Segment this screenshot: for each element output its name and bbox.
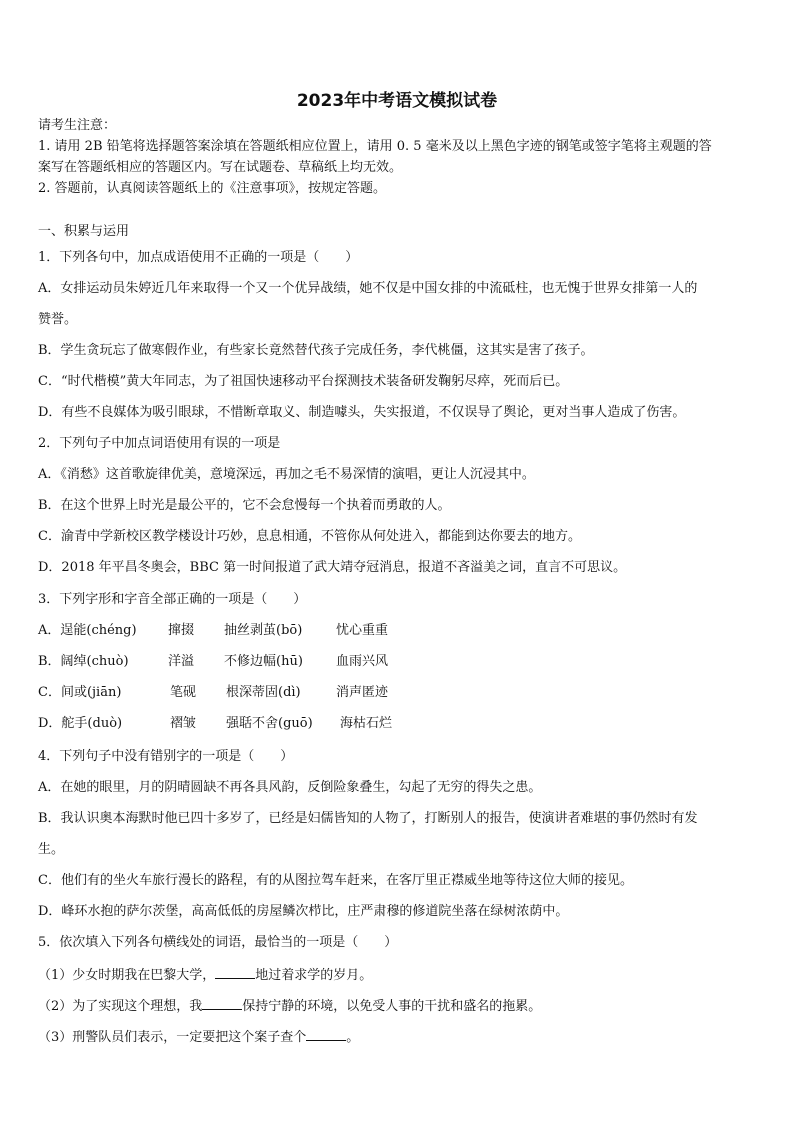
q3-option-word: 撺掇 xyxy=(168,623,195,638)
q1-option-d: D．有些不良媒体为吸引眼球，不惜断章取义、制造噱头，失实报道，不仅误导了舆论，更对当事人造成了伤害。 xyxy=(38,405,686,420)
q3-option-word: 忧心重重 xyxy=(336,623,389,638)
q2-option-c: C．渝青中学新校区教学楼设计巧妙，息息相通，不管你从何处进入，都能到达你要去的地方。 xyxy=(38,529,581,544)
q4-option-b-line-1: B．我认识奥本海默时他已四十多岁了，已经是妇儒皆知的人物了，打断别人的报告，使演讲者难堪的事仍然时有发 xyxy=(38,811,698,826)
q4-stem: 4．下列句子中没有错别字的一项是（ ） xyxy=(38,749,294,764)
fill-blank xyxy=(215,964,255,979)
notice-item-2: 2. 答题前，认真阅读答题纸上的《注意事项》，按规定答题。 xyxy=(38,181,387,196)
q4-option-a: A．在她的眼里，月的阴晴圆缺不再各具风韵，反倒险象叠生，勾起了无穷的得失之患。 xyxy=(38,780,542,795)
q3-stem: 3．下列字形和字音全部正确的一项是（ ） xyxy=(38,592,307,607)
q3-option-word: 洋溢 xyxy=(168,654,195,669)
q5-sentence-1-pre: （1）少女时期我在巴黎大学， xyxy=(38,968,216,983)
q5-sentence-1-post: 地过着求学的岁月。 xyxy=(255,968,373,983)
q3-option-word: 海枯石烂 xyxy=(340,716,393,731)
q4-option-c: C．他们有的坐火车旅行漫长的路程，有的从图拉驾车赶来，在客厅里正襟威坐地等待这位大师的接见。 xyxy=(38,873,633,888)
q3-option-word: 消声匿迹 xyxy=(336,685,389,700)
q2-option-a: A．《消愁》这首歌旋律优美，意境深远，再加之毛不易深情的演唱，更让人沉浸其中。 xyxy=(38,467,535,482)
q1-option-b: B．学生贪玩忘了做寒假作业，有些家长竟然替代孩子完成任务，李代桃僵，这其实是害了孩子。 xyxy=(38,343,594,358)
notice-item-1-line-1: 1. 请用 2B 铅笔将选择题答案涂填在答题纸相应位置上，请用 0. 5 毫米及以上黑色字迹的钢笔或签字笔将主观题的答 xyxy=(38,139,712,154)
q3-option-label: C．间或(jiān) xyxy=(38,685,122,700)
section-heading: 一、积累与运用 xyxy=(38,224,130,239)
q3-option-label: A．逞能(chéng) xyxy=(38,623,137,638)
q3-option-word: 笔砚 xyxy=(170,685,197,700)
q1-option-a-line-1: A．女排运动员朱婷近几年来取得一个又一个优异战绩，她不仅是中国女排的中流砥柱，也无愧于世界女排第一人的 xyxy=(38,281,698,296)
q3-option-word: 根深蒂固(dì) xyxy=(226,685,301,700)
q5-sentence-3-pre: （3）刑警队员们表示，一定要把这个案子查个 xyxy=(38,1030,307,1045)
q3-option-word: 不修边幅(hū) xyxy=(224,654,303,669)
q3-option-word: 抽丝剥茧(bō) xyxy=(224,623,303,638)
q5-sentence-2-pre: （2）为了实现这个理想，我 xyxy=(38,999,203,1014)
q5-sentence-3 xyxy=(38,1026,758,1048)
page-title: 2023年中考语文模拟试卷 xyxy=(296,91,498,111)
q2-option-d: D．2018 年平昌冬奥会，BBC 第一时间报道了武大靖夺冠消息，报道不吝溢美之词，直言不可思议。 xyxy=(38,560,627,575)
q3-option-label: D．舵手(duò) xyxy=(38,716,123,731)
q2-option-b: B．在这个世界上时光是最公平的，它不会怠慢每一个执着而勇敢的人。 xyxy=(38,498,451,513)
q3-option-word: 褶皱 xyxy=(170,716,197,731)
q3-option-word: 强聒不舍(guō) xyxy=(226,716,313,731)
notice-item-1-line-2: 案写在答题纸相应的答题区内。写在试题卷、草稿纸上均无效。 xyxy=(38,160,403,175)
q1-option-a-line-2: 赞誉。 xyxy=(38,312,78,327)
q3-option-word: 血雨兴风 xyxy=(336,654,389,669)
q4-option-d: D．峰环水抱的萨尔茨堡，高高低低的房屋鳞次栉比，庄严肃穆的修道院坐落在绿树浓荫中。 xyxy=(38,904,569,919)
q5-sentence-2-post: 保持宁静的环境，以免受人事的干扰和盛名的拖累。 xyxy=(242,999,542,1014)
q1-stem: 1．下列各句中，加点成语使用不正确的一项是（ ） xyxy=(38,250,359,265)
q3-option-label: B．阔绰(chuò) xyxy=(38,654,129,669)
q5-sentence-1 xyxy=(38,964,758,986)
q1-option-c: C．“时代楷模”黄大年同志，为了祖国快速移动平台探测技术装备研发鞠躬尽瘁，死而后已。 xyxy=(38,374,569,389)
q2-stem: 2．下列句子中加点词语使用有误的一项是 xyxy=(38,436,281,451)
q5-sentence-3-post: 。 xyxy=(346,1030,360,1045)
fill-blank xyxy=(202,995,242,1010)
q5-sentence-2 xyxy=(38,995,758,1017)
fill-blank xyxy=(306,1026,346,1041)
notice-heading: 请考生注意： xyxy=(38,118,117,133)
q5-stem: 5．依次填入下列各句横线处的词语，最恰当的一项是（ ） xyxy=(38,935,398,950)
q4-option-b-line-2: 生。 xyxy=(38,842,65,857)
